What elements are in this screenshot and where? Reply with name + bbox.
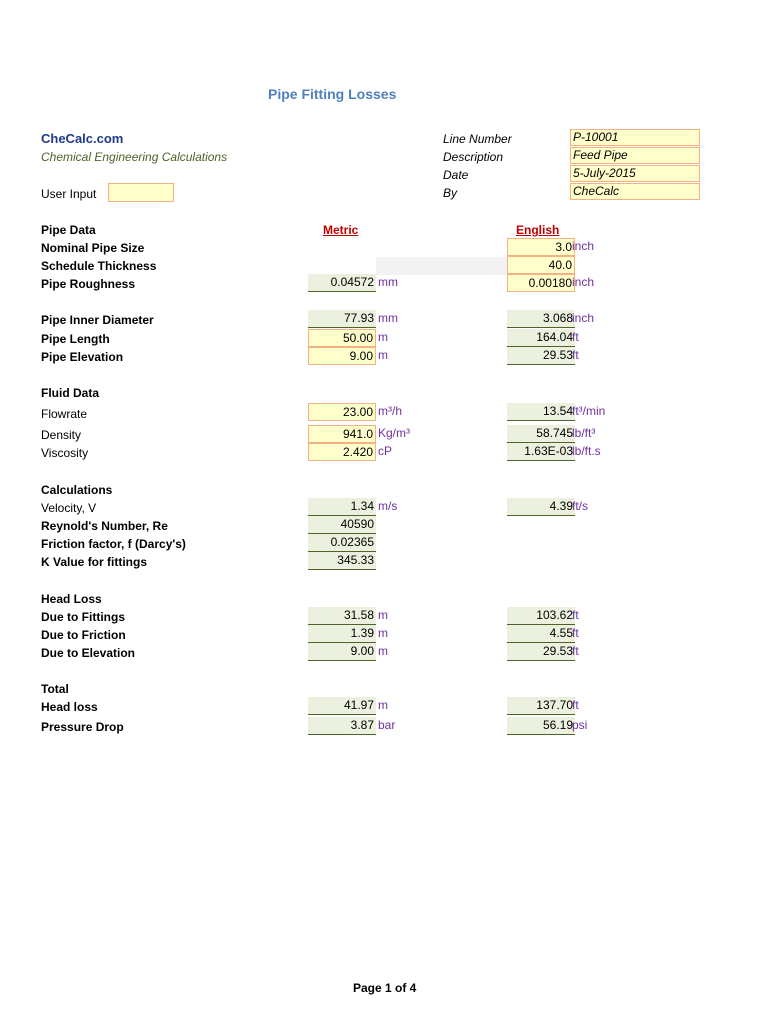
meta-label-by: By (443, 186, 458, 200)
fittings-english: 103.62 (507, 607, 575, 625)
label-head-loss: Head loss (41, 700, 98, 714)
brand-name: CheCalc.com (41, 131, 124, 146)
pipe-length-english: 164.04 (507, 329, 575, 347)
label-flowrate: Flowrate (41, 407, 88, 421)
section-calculations: Calculations (41, 483, 113, 497)
inner-diameter-english: 3.068 (507, 310, 575, 328)
elevation-english: 29.53 (507, 643, 575, 661)
nominal-pipe-size-input[interactable]: 3.0 (507, 238, 575, 256)
unit-m: m (378, 330, 388, 344)
density-input[interactable]: 941.0 (308, 425, 376, 443)
meta-label-description: Description (443, 150, 504, 164)
unit-psi: psi (572, 718, 588, 732)
label-velocity: Velocity, V (41, 501, 97, 515)
label-pipe-elevation: Pipe Elevation (41, 350, 124, 364)
velocity-metric: 1.34 (308, 498, 376, 516)
unit-m3h: m³/h (378, 404, 402, 418)
pipe-roughness-input[interactable]: 0.00180 (507, 274, 575, 292)
unit-m: m (378, 608, 388, 622)
viscosity-english: 1.63E-03 (507, 443, 575, 461)
page-title: Pipe Fitting Losses (268, 86, 397, 102)
column-english: English (516, 223, 560, 237)
unit-inch: inch (572, 311, 595, 325)
unit-m: m (378, 626, 388, 640)
schedule-shading (376, 257, 507, 275)
unit-ft: ft (572, 644, 579, 658)
unit-lbft3: lb/ft³ (572, 426, 596, 440)
unit-inch: inch (572, 239, 595, 253)
description-field[interactable]: Feed Pipe (570, 147, 700, 164)
unit-ft: ft (572, 608, 579, 622)
unit-lbfts: lb/ft.s (572, 444, 601, 458)
unit-ft3min: ft³/min (572, 404, 606, 418)
page-indicator: Page 1 of 4 (353, 981, 417, 995)
unit-ft: ft (572, 348, 579, 362)
fittings-metric: 31.58 (308, 607, 376, 625)
label-viscosity: Viscosity (41, 446, 89, 460)
label-nominal-pipe-size: Nominal Pipe Size (41, 241, 145, 255)
label-friction-factor: Friction factor, f (Darcy's) (41, 537, 186, 551)
elevation-metric: 9.00 (308, 643, 376, 661)
unit-m: m (378, 644, 388, 658)
meta-label-line-number: Line Number (443, 132, 512, 146)
line-number-field[interactable]: P-10001 (570, 129, 700, 146)
unit-mm: mm (378, 275, 398, 289)
section-total: Total (41, 682, 69, 696)
unit-mm: mm (378, 311, 398, 325)
label-density: Density (41, 428, 82, 442)
inner-diameter-metric: 77.93 (308, 310, 376, 328)
label-k-value: K Value for fittings (41, 555, 148, 569)
section-head-loss: Head Loss (41, 592, 102, 606)
brand-subtitle: Chemical Engineering Calculations (41, 150, 228, 164)
unit-fts: ft/s (572, 499, 589, 513)
unit-inch: inch (572, 275, 595, 289)
pressure-drop-metric: 3.87 (308, 717, 376, 735)
user-input-legend-swatch (108, 183, 174, 202)
flowrate-english: 13.54 (507, 403, 575, 421)
pipe-roughness-metric: 0.04572 (308, 274, 376, 292)
pipe-length-input[interactable]: 50.00 (308, 329, 376, 347)
flowrate-input[interactable]: 23.00 (308, 403, 376, 421)
pipe-elevation-english: 29.53 (507, 347, 575, 365)
unit-ft: ft (572, 698, 579, 712)
head-loss-metric: 41.97 (308, 697, 376, 715)
k-value: 345.33 (308, 552, 376, 570)
viscosity-input[interactable]: 2.420 (308, 443, 376, 461)
pipe-elevation-input[interactable]: 9.00 (308, 347, 376, 365)
label-pipe-roughness: Pipe Roughness (41, 277, 136, 291)
unit-kgm3: Kg/m³ (378, 426, 411, 440)
section-fluid-data: Fluid Data (41, 386, 100, 400)
unit-ft: ft (572, 626, 579, 640)
unit-cp: cP (378, 444, 393, 458)
friction-factor-value: 0.02365 (308, 534, 376, 552)
by-field[interactable]: CheCalc (570, 183, 700, 200)
column-metric: Metric (323, 223, 359, 237)
meta-label-date: Date (443, 168, 469, 182)
friction-english: 4.55 (507, 625, 575, 643)
date-field[interactable]: 5-July-2015 (570, 165, 700, 182)
unit-bar: bar (378, 718, 396, 732)
label-pressure-drop: Pressure Drop (41, 720, 124, 734)
label-pipe-length: Pipe Length (41, 332, 110, 346)
label-due-to-elevation: Due to Elevation (41, 646, 136, 660)
unit-ft: ft (572, 330, 579, 344)
head-loss-english: 137.70 (507, 697, 575, 715)
reynolds-number-value: 40590 (308, 516, 376, 534)
unit-ms: m/s (378, 499, 398, 513)
label-pipe-inner-diameter: Pipe Inner Diameter (41, 313, 154, 327)
pressure-drop-english: 56.19 (507, 717, 575, 735)
label-schedule-thickness: Schedule Thickness (41, 259, 157, 273)
friction-metric: 1.39 (308, 625, 376, 643)
user-input-legend-label: User Input (41, 187, 97, 201)
label-reynolds-number: Reynold's Number, Re (41, 519, 168, 533)
unit-m: m (378, 698, 388, 712)
velocity-english: 4.39 (507, 498, 575, 516)
label-due-to-friction: Due to Friction (41, 628, 126, 642)
label-due-to-fittings: Due to Fittings (41, 610, 125, 624)
density-english: 58.745 (507, 425, 575, 443)
unit-m: m (378, 348, 388, 362)
schedule-thickness-input[interactable]: 40.0 (507, 256, 575, 274)
section-pipe-data: Pipe Data (41, 223, 96, 237)
